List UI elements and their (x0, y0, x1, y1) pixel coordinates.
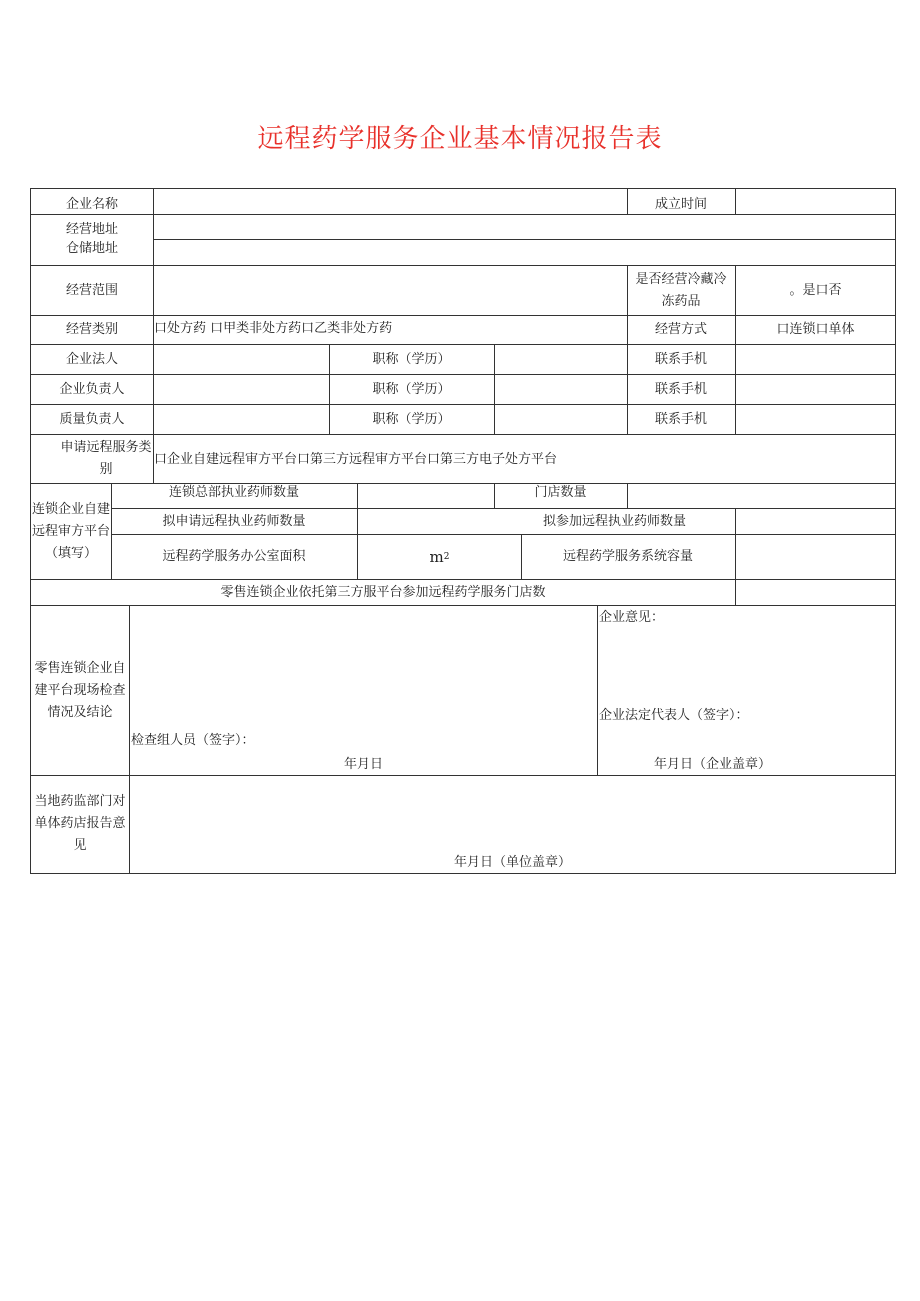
label-system-capacity: 远程药学服务系统容量 (562, 549, 693, 564)
company-name-field[interactable] (154, 189, 627, 214)
label-business-scope: 经营范围 (65, 282, 118, 298)
inspection-conclusion-field[interactable] (130, 606, 597, 726)
label-onsite-inspection: 零售连锁企业自建平台现场检查情况及结论 (34, 660, 126, 720)
business-scope-field[interactable] (154, 266, 627, 315)
local-fda-opinion-field[interactable] (130, 776, 895, 848)
mode-options[interactable]: 口连锁口单体 (776, 322, 855, 337)
hq-pharmacist-count-field[interactable] (358, 484, 494, 508)
company-head-phone-field[interactable] (736, 375, 895, 404)
company-opinion-field[interactable] (598, 629, 895, 699)
label-business-category: 经营类别 (65, 322, 118, 337)
company-head-title-field[interactable] (495, 375, 627, 404)
label-store-count: 门店数量 (534, 485, 587, 500)
label-third-party-stores: 零售连锁企业依托第三方服平台参加远程药学服务门店数 (220, 584, 546, 600)
label-established: 成立时间 (654, 196, 707, 212)
label-company-head-title: 职称（学历） (372, 381, 451, 397)
inspector-sign-label: 检查组人员（签字）： (131, 733, 255, 748)
quality-head-phone-field[interactable] (736, 405, 895, 434)
label-company-head: 企业负责人 (59, 381, 125, 397)
label-legal-person-phone: 联系手机 (654, 351, 707, 367)
label-quality-head-title: 职称（学历） (372, 411, 451, 427)
business-address-field[interactable] (154, 215, 895, 239)
label-participating-pharmacist-count: 拟参加远程执业药师数量 (542, 513, 686, 529)
established-field[interactable] (736, 189, 895, 214)
area-unit-sup: 2 (443, 552, 450, 562)
third-party-stores-field[interactable] (736, 580, 895, 605)
label-business-mode: 经营方式 (654, 322, 707, 337)
cold-chain-options[interactable]: 。是口否 (789, 282, 842, 298)
label-chain-self-built: 连锁企业自建远程审方平台（填写） (31, 501, 110, 561)
office-area-unit (358, 535, 521, 579)
label-hq-pharmacist-count: 连锁总部执业药师数量 (168, 485, 299, 500)
quality-head-name-field[interactable] (154, 405, 329, 434)
area-unit: m (429, 548, 444, 566)
participating-pharmacist-count-field[interactable] (736, 509, 895, 534)
quality-head-title-field[interactable] (495, 405, 627, 434)
legal-person-name-field[interactable] (154, 345, 329, 374)
apply-type-options[interactable]: 口企业自建远程审方平台口第三方远程审方平台口第三方电子处方平台 (154, 452, 558, 467)
label-office-area: 远程药学服务办公室面积 (162, 549, 306, 564)
label-planned-pharmacist-count: 拟申请远程执业药师数量 (162, 513, 306, 529)
label-local-fda-opinion: 当地药监部门对单体药店报告意见 (34, 794, 126, 853)
category-options[interactable]: 口处方药 口甲类非处方药口乙类非处方药 (154, 321, 393, 336)
label-storage-address: 仓储地址 (65, 241, 118, 256)
legal-person-title-field[interactable] (495, 345, 627, 374)
report-form (30, 188, 896, 874)
label-quality-head-phone: 联系手机 (654, 411, 707, 427)
label-company-name: 企业名称 (65, 196, 118, 212)
label-cold-chain: 是否经营冷藏冷冻药品 (635, 271, 727, 309)
label-legal-person-title: 职称（学历） (372, 351, 451, 367)
inspection-date-label: 年月日 (343, 757, 383, 772)
legal-person-phone-field[interactable] (736, 345, 895, 374)
label-legal-person: 企业法人 (65, 351, 118, 367)
page-title: 远程药学服务企业基本情况报告表 (257, 124, 663, 154)
label-apply-type: 申请远程服务类别 (60, 440, 152, 477)
label-business-address: 经营地址 (65, 222, 118, 237)
store-count-field[interactable] (628, 484, 895, 508)
company-head-name-field[interactable] (154, 375, 329, 404)
label-company-head-phone: 联系手机 (654, 381, 707, 397)
storage-address-field[interactable] (154, 240, 895, 265)
unit-seal-date-label: 年月日（单位盖章） (453, 855, 571, 870)
company-seal-date-label: 年月日（企业盖章） (653, 757, 771, 772)
label-quality-head: 质量负责人 (59, 411, 125, 427)
planned-pharmacist-count-field[interactable] (358, 509, 494, 534)
legal-rep-sign-label: 企业法定代表人（签字）： (599, 708, 749, 723)
company-opinion-label: 企业意见： (599, 610, 665, 625)
